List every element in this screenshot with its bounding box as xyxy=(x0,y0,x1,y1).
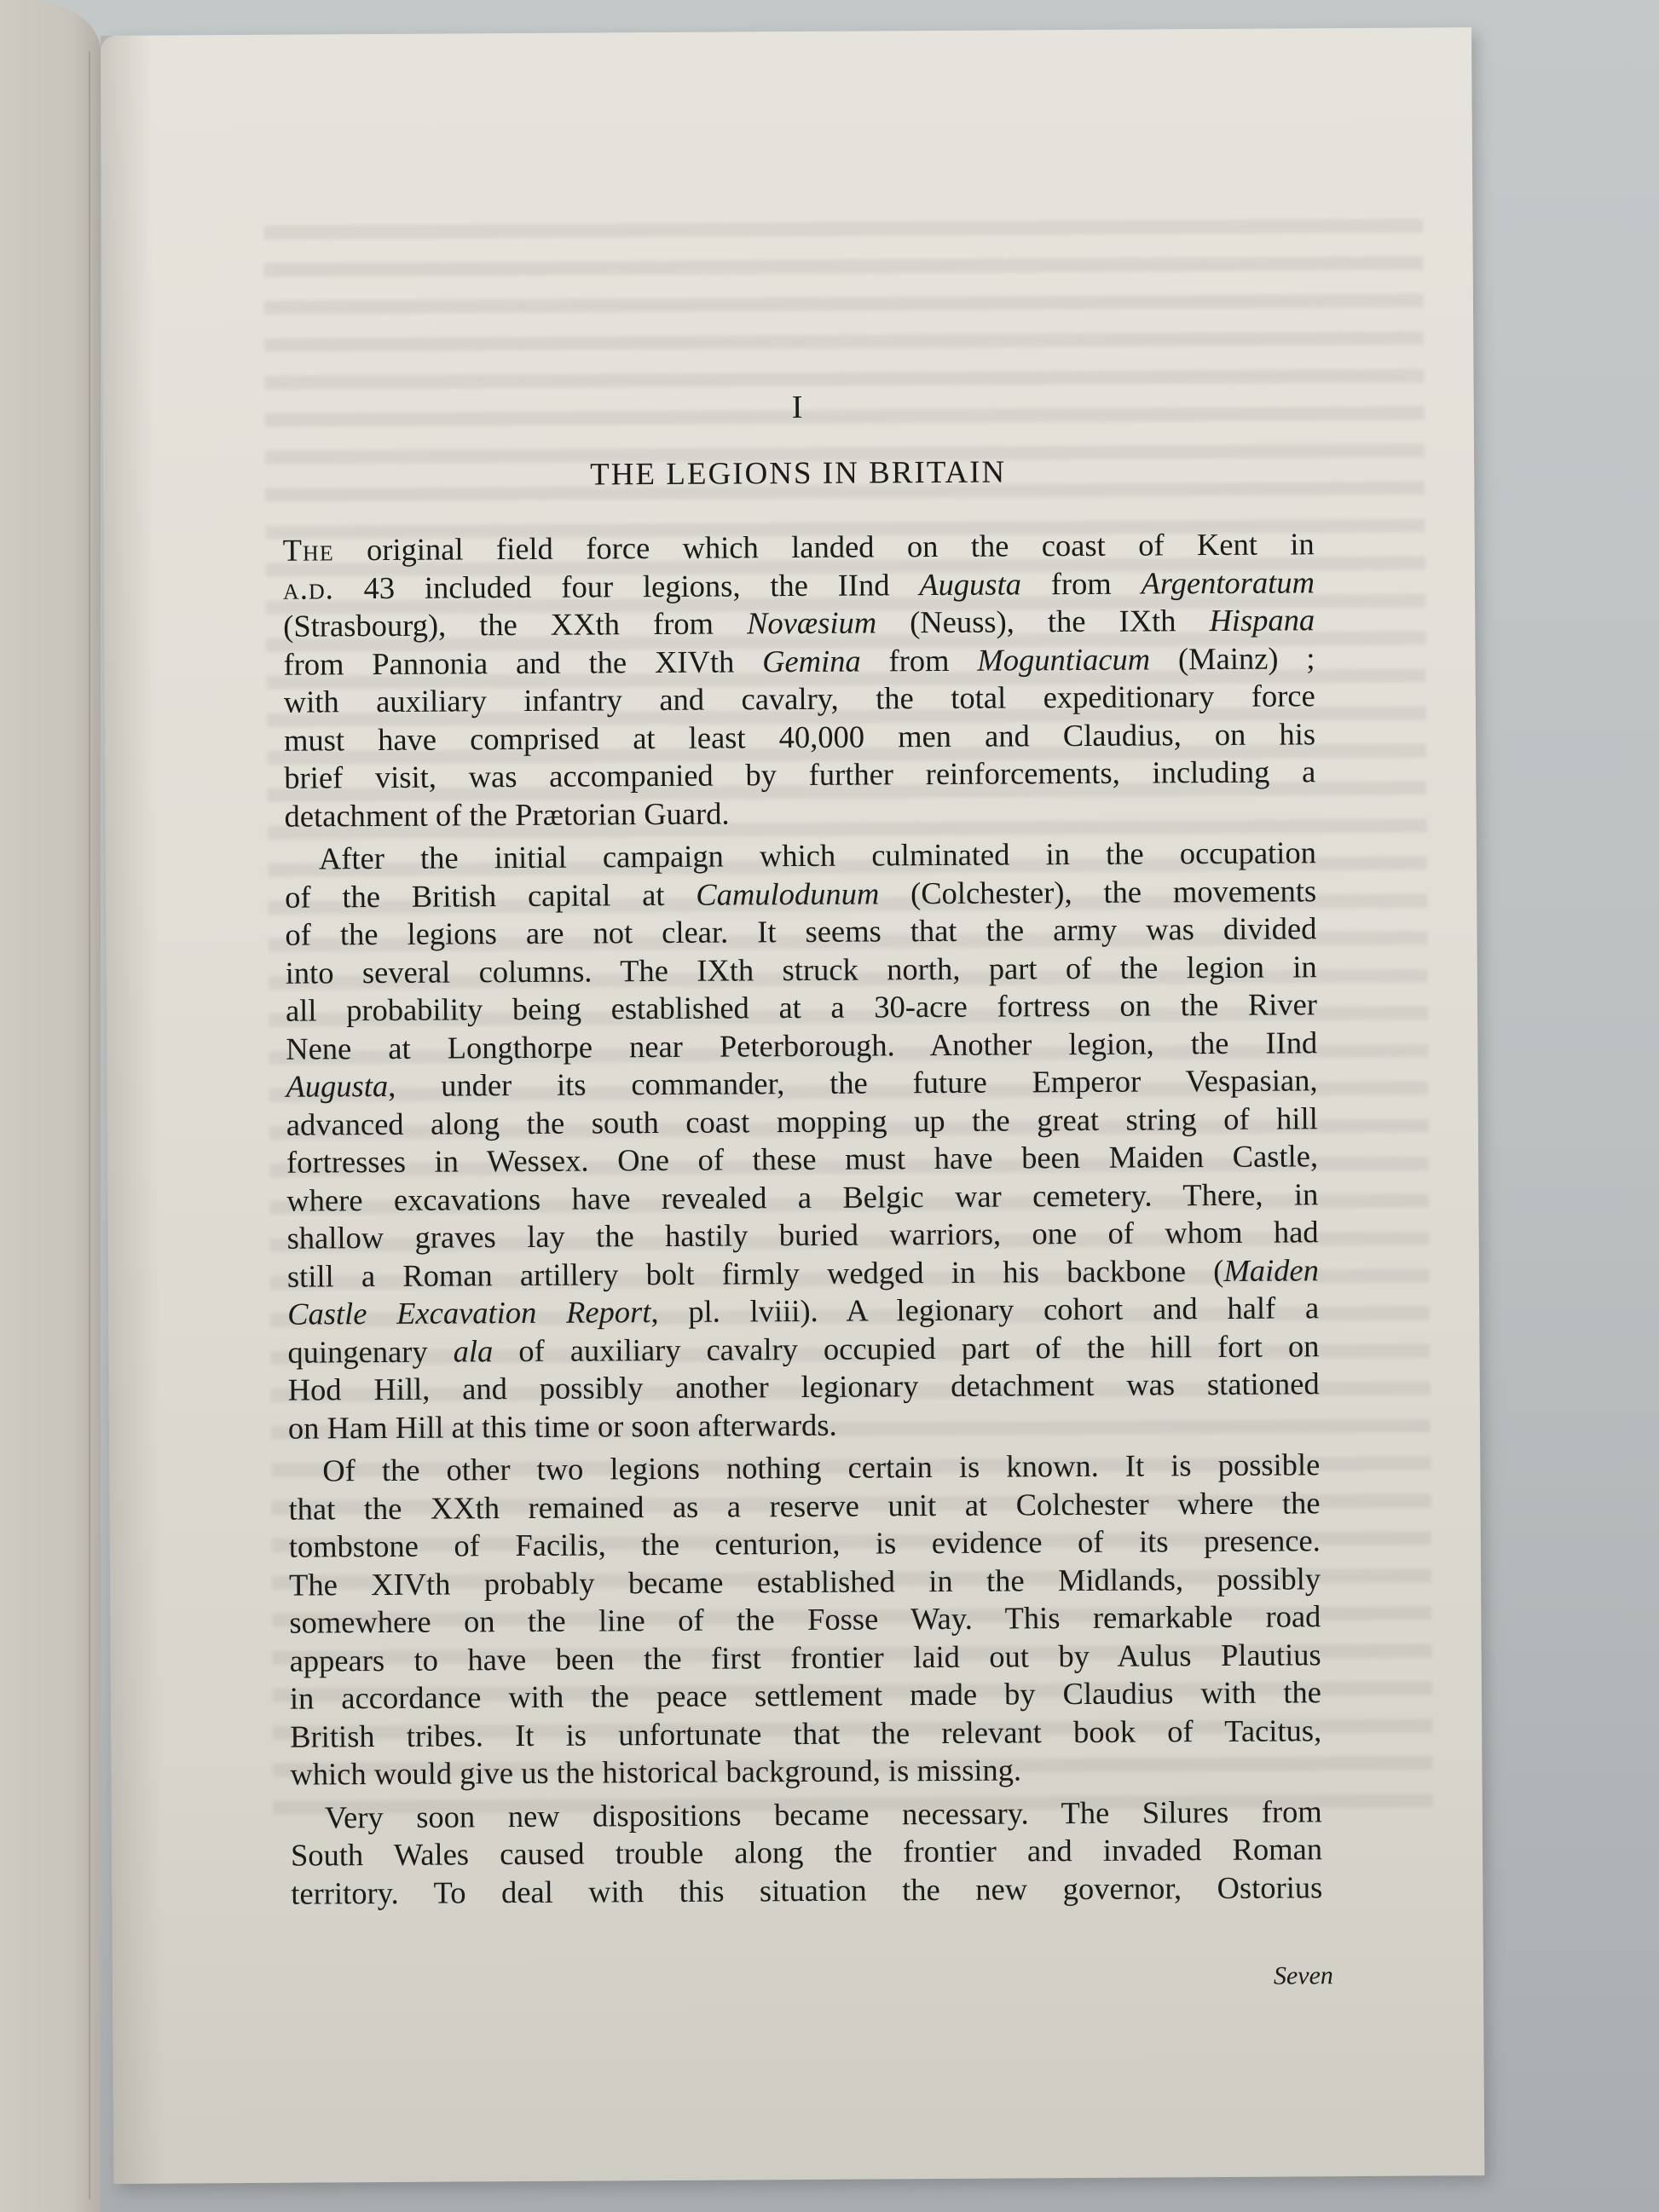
text-line xyxy=(287,1289,1319,1333)
text-line xyxy=(286,1137,1318,1181)
text-run: brief visit, was accompanied by further reinforcements, including a xyxy=(284,754,1316,795)
text-run: of the British capital at xyxy=(285,876,697,915)
text-run: Very soon new dispositions became necessary. The Silures from xyxy=(324,1793,1322,1834)
italic-term: Argentoratum xyxy=(1141,563,1315,601)
text-run: original field force which landed on the coast of Kent in xyxy=(333,526,1315,568)
text-run: The XIVth probably became established in the Midlands, possibly xyxy=(288,1560,1321,1603)
paragraph xyxy=(288,1446,1321,1793)
text-run: South Wales caused trouble along the frontier and invaded Roman xyxy=(290,1831,1323,1873)
text-run: , under its commander, the future Emperor Vespasian, xyxy=(388,1062,1318,1103)
text-run: (Mainz) ; xyxy=(1149,639,1315,676)
text-line xyxy=(284,715,1315,759)
chapter-title: THE LEGIONS IN BRITAIN xyxy=(590,454,1007,493)
text-line xyxy=(291,1868,1322,1913)
text-line xyxy=(288,1446,1320,1490)
text-run: advanced along the south coast mopping up the great string of hill xyxy=(286,1100,1318,1142)
text-line xyxy=(286,985,1317,1030)
text-run: (Colchester), the movements xyxy=(879,872,1317,910)
text-run: somewhere on the line of the Fosse Way. This remarkable road xyxy=(289,1598,1321,1640)
text-line xyxy=(286,1175,1318,1220)
text-run: with auxiliary infantry and cavalry, the total expeditionary force xyxy=(283,678,1315,719)
paragraph xyxy=(285,834,1320,1447)
italic-term: Castle Excavation Report xyxy=(287,1294,651,1331)
italic-term: Maiden xyxy=(1223,1251,1319,1288)
page-folio: Seven xyxy=(1273,1961,1333,1990)
text-run: (Strasbourg), the XXth from xyxy=(283,605,748,644)
text-run: in accordance with the peace settlement made by Claudius with the xyxy=(289,1674,1322,1716)
text-line xyxy=(289,1522,1321,1566)
text-line xyxy=(284,677,1315,721)
text-run: that the XXth remained as a reserve unit at Colchester where the xyxy=(288,1484,1321,1527)
small-caps-text: The xyxy=(282,532,334,568)
text-line xyxy=(285,872,1316,916)
text-run: tombstone of Facilis, the centurion, is evidence of its presence. xyxy=(288,1522,1321,1564)
text-run: from xyxy=(1020,565,1142,601)
text-run: After the initial campaign which culminated in the occupation xyxy=(318,835,1317,876)
text-line xyxy=(291,1830,1322,1874)
text-line xyxy=(285,910,1316,954)
italic-term: Hispana xyxy=(1209,602,1315,638)
italic-term: Augusta xyxy=(919,565,1022,602)
text-run: fortresses in Wessex. One of these must have been Maiden Castle, xyxy=(286,1138,1319,1180)
text-line xyxy=(289,1560,1321,1604)
text-run: from Pannonia and the XIVth xyxy=(283,643,763,682)
text-run: of auxiliary cavalry occupied part of the hill fort on xyxy=(493,1327,1320,1368)
text-line xyxy=(289,1597,1321,1642)
text-line xyxy=(290,1749,1321,1793)
text-run: from xyxy=(860,642,978,679)
text-run: 43 included four legions, the IInd xyxy=(333,566,920,605)
text-line xyxy=(291,1793,1322,1837)
text-run: into several columns. The IXth struck north, part of the legion in xyxy=(285,948,1317,990)
text-run: which would give us the historical background, is missing. xyxy=(290,1752,1022,1792)
text-run: detachment of the Prætorian Guard. xyxy=(284,795,730,834)
book-page xyxy=(101,27,1484,2184)
text-line xyxy=(283,639,1315,684)
text-line xyxy=(286,948,1317,992)
text-run: Hod Hill, and possibly another legionary detachment was stationed xyxy=(287,1366,1320,1407)
text-line xyxy=(285,834,1316,878)
text-run: where excavations have revealed a Belgic war cemetery. There, in xyxy=(286,1175,1319,1218)
italic-term: Novæsium xyxy=(746,604,877,641)
text-run: appears to have been the first frontier laid out by Aulus Plautius xyxy=(289,1636,1321,1678)
text-run: quingenary xyxy=(287,1333,454,1370)
text-run: of the legions are not clear. It seems that the army was divided xyxy=(285,910,1317,952)
text-run: on Ham Hill at this time or soon afterwards. xyxy=(287,1406,837,1446)
paragraph xyxy=(291,1793,1323,1913)
text-line xyxy=(284,791,1315,835)
text-line xyxy=(288,1365,1320,1409)
text-line xyxy=(287,1327,1319,1372)
facing-page-edge xyxy=(0,0,101,2212)
small-caps-text: a.d. xyxy=(282,569,334,606)
text-run: , pl. lviii). A legionary cohort and half a xyxy=(650,1290,1320,1330)
italic-term: Gemina xyxy=(761,643,861,679)
text-line xyxy=(286,1061,1317,1106)
italic-term: ala xyxy=(453,1332,494,1369)
text-run: all probability being established at a 30-acre fortress on the River xyxy=(285,986,1318,1028)
text-line xyxy=(284,753,1315,797)
text-run: still a Roman artillery bolt firmly wedged in his backbone ( xyxy=(286,1252,1224,1294)
italic-term: Augusta xyxy=(286,1067,389,1104)
text-line xyxy=(286,1213,1318,1257)
text-line xyxy=(283,563,1315,608)
italic-term: Camulodunum xyxy=(696,875,880,912)
text-line xyxy=(288,1484,1320,1528)
paragraph xyxy=(283,525,1316,835)
text-line xyxy=(290,1673,1321,1718)
text-run: territory. To deal with this situation the new governor, Ostorius xyxy=(291,1868,1323,1911)
text-line xyxy=(287,1251,1319,1296)
text-run: (Neuss), the IXth xyxy=(876,603,1210,640)
text-line xyxy=(290,1712,1321,1756)
text-line xyxy=(283,601,1315,645)
text-line xyxy=(286,1100,1318,1144)
page-text-block xyxy=(281,344,1322,1917)
text-line xyxy=(288,1403,1320,1447)
text-run: Nene at Longthorpe near Peterborough. Another legion, the IInd xyxy=(286,1024,1318,1066)
book-spine-gutter xyxy=(89,51,90,2199)
text-run: must have comprised at least 40,000 men and Claudius, on his xyxy=(283,715,1316,758)
text-run: British tribes. It is unfortunate that the relevant book of Tacitus, xyxy=(290,1712,1322,1754)
text-run: shallow graves lay the hastily buried warriors, one of whom had xyxy=(286,1214,1319,1256)
text-run: Of the other two legions nothing certain is known. It is possible xyxy=(322,1447,1321,1488)
chapter-number: I xyxy=(791,389,804,426)
text-line xyxy=(290,1636,1321,1680)
text-line xyxy=(283,525,1315,569)
text-line xyxy=(286,1024,1317,1068)
italic-term: Moguntiacum xyxy=(977,640,1151,678)
